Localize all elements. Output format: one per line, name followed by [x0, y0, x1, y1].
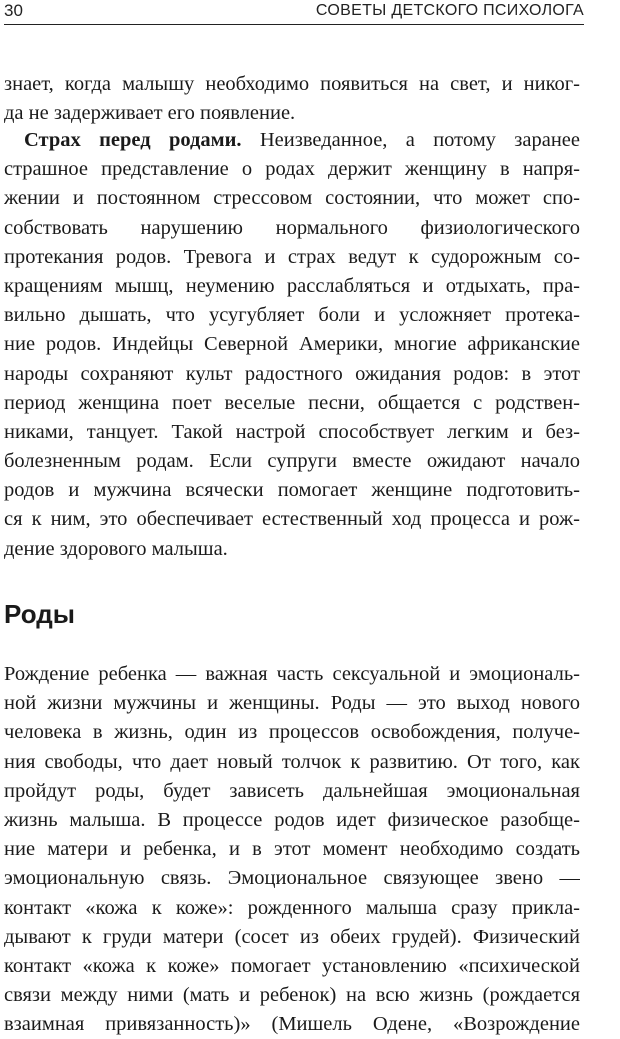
text-line: болезненным родам. Если супруги вместе ожидают начало	[4, 450, 580, 473]
text-line: взаимная привязанность)» (Мишель Одене, «Возрождение	[4, 1013, 580, 1036]
text-line: человека в жизнь, один из процессов освобождения, получе-	[4, 721, 580, 744]
text-line: пройдут роды, будет зависеть дальнейшая эмоциональная	[4, 779, 580, 802]
page-number: 30	[4, 1, 23, 20]
text-line: контакт «кожа к коже»: рожденного малыша сразу прикла-	[4, 896, 580, 919]
text-line: ной жизни мужчины и женщины. Роды — это выход нового	[4, 692, 580, 715]
text-line: никами, танцует. Такой настрой способствует легким и без-	[4, 420, 580, 443]
paragraph-fear-of-birth	[4, 126, 580, 564]
text-line: контакт «кожа к коже» помогает установлению «психической	[4, 954, 580, 977]
text-line: Рождение ребенка — важная часть сексуальной и эмоциональ-	[4, 663, 580, 685]
text-line: ния свободы, что дает новый толчок к развитию. От того, как	[4, 750, 580, 773]
text-line: родов и мужчина всячески помогает женщине подготовить-	[4, 479, 580, 502]
text-line: собствовать нарушению нормального физиологического	[4, 216, 580, 239]
paragraph-birth	[4, 660, 580, 1039]
text-line: связи между ними (мать и ребенок) на всю жизнь (рождается	[4, 984, 580, 1007]
running-header	[4, 0, 584, 25]
book-title: СОВЕТЫ ДЕТСКОГО ПСИХОЛОГА	[315, 2, 584, 19]
text-line: знает, когда малышу необходимо появиться на свет, и никог-	[4, 73, 580, 95]
text-line: жении и постоянном стрессовом состоянии, что может спо-	[4, 187, 580, 210]
text-line: страшное представление о родах держит женщину в напря-	[4, 158, 580, 181]
text-line: да не задерживает его появление.	[4, 102, 296, 125]
paragraph-lead-in: Страх перед родами.	[24, 129, 242, 151]
text-line: народы сохраняют культ радостного ожидания родов: в этот	[4, 362, 580, 385]
text-line: протекания родов. Тревога и страх ведут к судорожным со-	[4, 245, 580, 268]
text-line: ние матери и ребенка, и в этот момент необходимо создать	[4, 838, 580, 861]
text-line: дение здорового малыша.	[4, 537, 228, 560]
text-line: кращениям мышц, неумению расслабляться и отдыхать, пра-	[4, 274, 580, 297]
text-line: жизнь малыша. В процессе родов идет физическое разобще-	[4, 808, 580, 831]
text-line: дывают к груди матери (сосет из обеих грудей). Физический	[4, 925, 580, 948]
text-line: ние родов. Индейцы Северной Америки, многие африканские	[4, 333, 580, 356]
section-heading: Роды	[4, 599, 75, 629]
text-line: вильно дышать, что усугубляет боли и усложняет протека-	[4, 304, 580, 327]
text-line	[4, 126, 580, 155]
text-line: ся к ним, это обеспечивает естественный ход процесса и рож-	[4, 508, 580, 531]
text-fragment: Неизведанное, а потому заранее	[241, 129, 580, 151]
text-line: эмоциональную связь. Эмоциональное связующее звено —	[4, 867, 580, 890]
text-line: период женщина поет веселые песни, общается с родствен-	[4, 391, 580, 414]
paragraph-continuation	[4, 70, 580, 128]
